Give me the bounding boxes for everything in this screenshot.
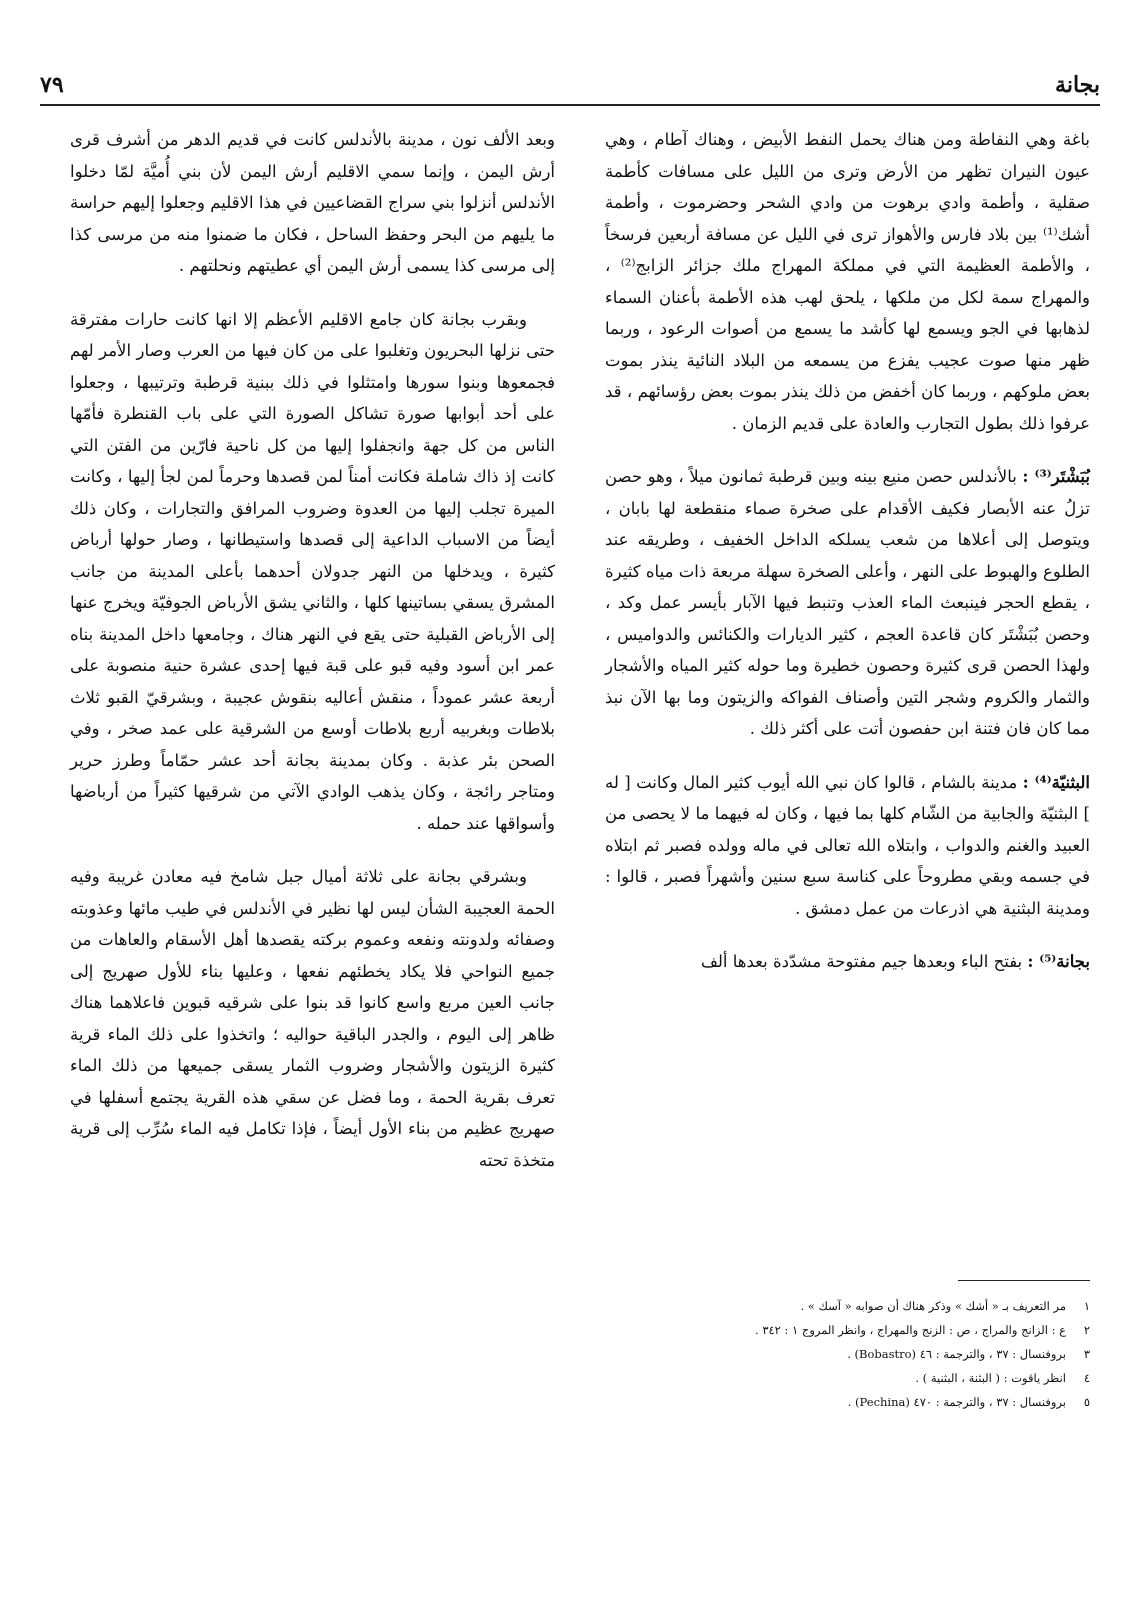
entry-bubashtar bbox=[605, 461, 1090, 745]
paragraph-bajjana-cont: وبعد الألف نون ، مدينة بالأندلس كانت في قديم الدهر من أشرف قرى أرش اليمن ، وإنما سمي الاقليم أرش اليمن لأن بني أُميَّة لمّا دخلوا الأندلس أنزلوا بني سراج القضاعيين في هذا الاقليم وجعلوا إليهم حراسة ما يليهم من البحر وحفظ الساحل ، فكان ما ضمنوا منه من مرسى كذا إلى مرسى كذا يسمى أرش اليمن أي عطيتهم ونحلتهم . bbox=[70, 130, 555, 275]
paragraph-bajjana-hotspring: وبشرقي بجانة على ثلاثة أميال جبل شامخ فيه معادن غريبة وفيه الحمة العجيبة الشأن ليس لها نظير في الأندلس في طيب مائها وعذوبته وصفائه ولدونته ونفعه وعموم بركته يقصدها أهل الأسقام والعاهات من جميع النواحي فلا يكاد يخطئهم نفعها ، وعليها بناء للأول صهريج إلى جانب العين مربع واسع كانوا قد بنوا على شرقيه قبوين فاعلاهما هناك ظاهر إلى اليوم ، والجدر الباقية حواليه ؛ واتخذوا على ذلك الماء قرية كثيرة الزيتون والأشجار وضروب الثمار يسقى جميعها من ذلك الماء تعرف بقرية الحمة ، وما فضل عن سقي هذه القرية يجتمع أسفلها في صهريج عظيم من بناء الأول أيضاً ، فإذا تكامل فيه الماء سُرِّب إلى قرية متخذة تحته bbox=[70, 867, 555, 1170]
footnote-text: انظر ياقوت : ( البثنة ، البثنية ) . bbox=[915, 1371, 1066, 1385]
paragraph-aatam: باغة وهي النفاطة ومن هناك يحمل النفط الأبيض ، وهناك آطام ، وهي عيون النيران تظهر من الأرض وترى من الليل على مسافات كأطمة صقلية ، وأطمة وادي برهوت من وادي الشحر وحضرموت ، وأطمة أشك⁽¹⁾ بين بلاد فارس والأهواز ترى في الليل عن مسافة أربعين فرسخاً ، والأطمة العظيمة التي في مملكة المهراج ملك جزائر الزابج⁽²⁾ ، والمهراج سمة لكل من ملكها ، يلحق لهب هذه الأطمة بأعنان السماء لذهابها في الجو ويسمع لها كأشد ما يسمع من أصوات الرعود ، وربما ظهر منها صوت عجيب يفزع من يسمعه من البلاد النائية ينذر بموت بعض ملوكهم ، وربما كان أخفض من ذلك ينذر بموت بعض رؤسائهم ، قد عرفوا ذلك بطول التجارب والعادة على قديم الزمان . bbox=[605, 130, 1090, 433]
page-number: ٧٩ bbox=[40, 72, 64, 98]
entry-bathaniyya bbox=[605, 767, 1090, 925]
entry-body-bajjana: بفتح الباء وبعدها جيم مفتوحة مشدّدة بعدها ألف bbox=[700, 952, 1023, 971]
footnote bbox=[605, 1342, 1090, 1366]
footnote-text: مر التعريف بـ « أشك » وذكر هناك أن صوابه « آسك » . bbox=[800, 1299, 1066, 1313]
footnotes bbox=[605, 1294, 1090, 1414]
footnote-text: بروفنسال : ٣٧ ، والترجمة : ٤٦ (Bobastro) . bbox=[847, 1347, 1066, 1361]
footnote bbox=[605, 1390, 1090, 1414]
footnote-divider bbox=[958, 1280, 1090, 1281]
entry-head-bajjana: بجانة⁽⁵⁾ : bbox=[1027, 952, 1090, 971]
footnote bbox=[605, 1366, 1090, 1390]
entry-body-bubashtar: بالأندلس حصن منيع بينه وبين قرطبة ثمانون ميلاً ، وهو حصن تزلُ عنه الأبصار فكيف الأقدام على صخرة صماء منقطعة لها بابان ، ويتوصل إلى أعلاها من شعب يسلكه الداخل الخفيف ، وطريقه عند الطلوع والهبوط على النهر ، وأعلى الصخرة سهلة مربعة ذات مياه كثيرة ، يقطع الحجر فينبعث الماء العذب وتنبط فيها الآبار بأيسر عمل وكد ، وحصن بُبَشْتَر كان قاعدة العجم ، كثير الديارات والكنائس والدواميس ، ولهذا الحصن قرى كثيرة وحصون خطيرة وما حوله كثير المياه والأشجار والثمار والكروم وشجر التين وأصناف الفواكه والزيتون وما بها الآن نبذ مما كان فان فتنة ابن حفصون أتت على أكثر ذلك . bbox=[605, 467, 1090, 738]
right-column bbox=[605, 124, 1090, 1000]
footnote-number: ٤ bbox=[1083, 1371, 1090, 1385]
footnote bbox=[605, 1294, 1090, 1318]
footnote-number: ١ bbox=[1083, 1299, 1090, 1313]
entry-head-bubashtar: بُبَشْتَر⁽³⁾ : bbox=[1022, 467, 1090, 486]
left-column bbox=[70, 124, 555, 1198]
entry-body-bathaniyya: مدينة بالشام ، قالوا كان نبي الله أيوب كثير المال وكانت [ له ] البثنيّة والجابية من الشّام كلها بما فيها ، وكان له فيهما ما لا يحصى من العبيد والغنم والدواب ، وابتلاه الله تعالى في ماله وولده فصبر ثم ابتلاه في جسمه وبقي مطروحاً على كناسة سبع سنين وأشهراً فصبر ، قالوا : ومدينة البثنية هي اذرعات من عمل دمشق . bbox=[605, 772, 1090, 918]
running-title: بجانة bbox=[1055, 72, 1100, 98]
footnote-number: ٣ bbox=[1083, 1347, 1090, 1361]
footnote-text: بروفنسال : ٣٧ ، والترجمة : ٤٧٠ (Pechina) . bbox=[847, 1395, 1066, 1409]
entry-bajjana bbox=[605, 946, 1090, 978]
footnote-number: ٢ bbox=[1083, 1323, 1090, 1337]
footnote-text: ع : الزانج والمراج ، ص : الزنج والمهراج ، وانظر المروج ١ : ٣٤٢ . bbox=[755, 1323, 1066, 1337]
entry-head-bathaniyya: البثنيّة⁽⁴⁾ : bbox=[1022, 772, 1091, 792]
running-header bbox=[40, 70, 1100, 106]
paragraph-bajjana-mosque: وبقرب بجانة كان جامع الاقليم الأعظم إلا انها كانت حارات مفترقة حتى نزلها البحريون وتغلبوا على من كان فيها من العرب وصار الأمر لهم فجمعوها وبنوا سورها وامتثلوا في ذلك ببنية قرطبة وترتيبها ، وجعلوا على أحد أبوابها صورة تشاكل الصورة التي على باب القنطرة فأمّها الناس من كل جهة وانجفلوا إليها من كل ناحية فارّين من الفتن التي كانت إذ ذاك شاملة فكانت أمناً لمن قصدها وحرماً لمن لجأ إليها ، وكانت الميرة تجلب إليها من العدوة وضروب المرافق والتجارات ، وكان ذلك أيضاً من الاسباب الداعية إلى قصدها واستيطانها ، وصار حولها أرباض كثيرة ، ويدخلها من النهر جدولان أحدهما بأعلى المدينة من جانب المشرق يسقي بساتينها كلها ، والثاني يشق الأرباض الجوفيّة ويخرج عنها إلى الأرباض القبلية حتى يقع في النهر هناك ، وجامعها داخل المدينة بناه عمر ابن أسود وفيه قبو على قبة فيها إحدى عشرة حنية منصوبة على أربعة عشر عموداً ، منقش أعاليه بنقوش عجيبة ، وبشرقيّ القبو ثلاث بلاطات وبغربيه أربع بلاطات أوسع من الشرقية على عمد صخر ، وفي الصحن بئر عذبة . وكان بمدينة بجانة أحد عشر حمّاماً وطرز حرير ومتاجر رائجة ، وكان يذهب الوادي الآتي من شرقيها كثيراً من أرباضها وأسواقها عند حمله . bbox=[70, 309, 555, 833]
footnote bbox=[605, 1318, 1090, 1342]
footnote-number: ٥ bbox=[1083, 1395, 1090, 1409]
